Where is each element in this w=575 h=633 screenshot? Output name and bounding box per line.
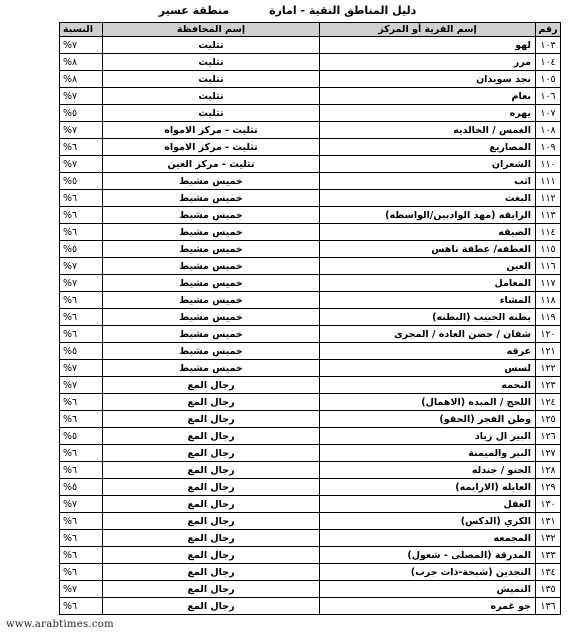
row-number-cell: ١٢٦	[536, 428, 561, 445]
village-name-cell: جو غمره	[320, 598, 536, 615]
percent-cell: %٥	[60, 479, 103, 496]
table-row	[60, 54, 561, 71]
village-name-cell: الرايقه (مهد الوادبين/الواسطه)	[320, 207, 536, 224]
row-number-cell: ١٣٣	[536, 547, 561, 564]
row-number-cell: ١١٠	[536, 156, 561, 173]
governorate-cell: خميس مشيط	[103, 207, 320, 224]
percent-cell: %٧	[60, 496, 103, 513]
governorate-cell: خميس مشيط	[103, 241, 320, 258]
percent-cell: %٦	[60, 326, 103, 343]
percent-cell: %٧	[60, 377, 103, 394]
row-number-cell: ١٠٤	[536, 54, 561, 71]
percent-cell: %٧	[60, 258, 103, 275]
row-number-cell: ١٢٢	[536, 360, 561, 377]
village-name-cell: لهو	[320, 37, 536, 54]
percent-cell: %٥	[60, 428, 103, 445]
table-row	[60, 207, 561, 224]
table-row	[60, 530, 561, 547]
governorate-cell: خميس مشيط	[103, 360, 320, 377]
percent-cell: %٧	[60, 156, 103, 173]
table-header-row	[60, 23, 561, 37]
governorate-cell: خميس مشيط	[103, 292, 320, 309]
governorate-cell: تثليث - مركز العين	[103, 156, 320, 173]
table-body	[60, 37, 561, 615]
row-number-cell: ١٣١	[536, 513, 561, 530]
row-number-cell: ١٠٧	[536, 105, 561, 122]
governorate-cell: تثليث - مركز الامواه	[103, 122, 320, 139]
percent-cell: %٦	[60, 190, 103, 207]
percent-cell: %٧	[60, 122, 103, 139]
village-name-cell: المشاء	[320, 292, 536, 309]
row-number-cell: ١١٤	[536, 224, 561, 241]
percent-cell: %٦	[60, 309, 103, 326]
row-number-cell: ١٢١	[536, 343, 561, 360]
village-name-cell: الضيقه	[320, 224, 536, 241]
table-row	[60, 411, 561, 428]
row-number-cell: ١٢٤	[536, 394, 561, 411]
governorate-cell: رجال المع	[103, 428, 320, 445]
percent-cell: %٧	[60, 275, 103, 292]
table-row	[60, 445, 561, 462]
governorate-cell: رجال المع	[103, 564, 320, 581]
percent-cell: %٦	[60, 530, 103, 547]
village-name-cell: النجدين (شبحة-ذات جرب)	[320, 564, 536, 581]
column-header-number: رقم	[536, 23, 561, 37]
governorate-cell: خميس مشيط	[103, 173, 320, 190]
village-name-cell: العابله (الارايمه)	[320, 479, 536, 496]
governorate-cell: تثليث	[103, 37, 320, 54]
village-name-cell: مرر	[320, 54, 536, 71]
table-row	[60, 156, 561, 173]
row-number-cell: ١١١	[536, 173, 561, 190]
village-name-cell: البير والميمنة	[320, 445, 536, 462]
governorate-cell: خميس مشيط	[103, 224, 320, 241]
percent-cell: %٥	[60, 343, 103, 360]
table-row	[60, 309, 561, 326]
governorate-cell: رجال المع	[103, 479, 320, 496]
village-name-cell: العطفه/ عطفة ناهس	[320, 241, 536, 258]
row-number-cell: ١٠٣	[536, 37, 561, 54]
row-number-cell: ١٢٠	[536, 326, 561, 343]
watermark: www.arabtimes.com	[6, 619, 114, 630]
governorate-cell: رجال المع	[103, 445, 320, 462]
table-row	[60, 513, 561, 530]
column-header-percent: النسبة	[60, 23, 103, 37]
village-name-cell: الغمس / الخالديه	[320, 122, 536, 139]
percent-cell: %٦	[60, 394, 103, 411]
row-number-cell: ١٣٠	[536, 496, 561, 513]
region-name: منطقة عسير	[158, 4, 230, 17]
governorate-cell: رجال المع	[103, 377, 320, 394]
village-name-cell: شفان / حضن العاده / المجرى	[320, 326, 536, 343]
governorate-cell: خميس مشيط	[103, 343, 320, 360]
governorate-cell: رجال المع	[103, 394, 320, 411]
document-title	[0, 4, 575, 20]
column-header-name: إسم القرية أو المركز	[320, 23, 536, 37]
row-number-cell: ١٠٩	[536, 139, 561, 156]
percent-cell: %٧	[60, 88, 103, 105]
governorate-cell: خميس مشيط	[103, 309, 320, 326]
table-row	[60, 241, 561, 258]
percent-cell: %٥	[60, 241, 103, 258]
village-name-cell: المجمعه	[320, 530, 536, 547]
table-row	[60, 547, 561, 564]
percent-cell: %٦	[60, 207, 103, 224]
village-name-cell: النحمه	[320, 377, 536, 394]
row-number-cell: ١١٩	[536, 309, 561, 326]
percent-cell: %٦	[60, 598, 103, 615]
governorate-cell: خميس مشيط	[103, 190, 320, 207]
table-row	[60, 292, 561, 309]
row-number-cell: ١٢٣	[536, 377, 561, 394]
table-row	[60, 598, 561, 615]
percent-cell: %٨	[60, 71, 103, 88]
village-name-cell: وطن الفجر (الحقو)	[320, 411, 536, 428]
table-row	[60, 88, 561, 105]
table-row	[60, 564, 561, 581]
village-name-cell: عرقه	[320, 343, 536, 360]
governorate-cell: خميس مشيط	[103, 275, 320, 292]
percent-cell: %٧	[60, 37, 103, 54]
village-name-cell: اثب	[320, 173, 536, 190]
governorate-cell: رجال المع	[103, 411, 320, 428]
row-number-cell: ١٣٦	[536, 598, 561, 615]
percent-cell: %٧	[60, 581, 103, 598]
row-number-cell: ١٢٨	[536, 462, 561, 479]
governorate-cell: خميس مشيط	[103, 258, 320, 275]
percent-cell: %٦	[60, 292, 103, 309]
table-row	[60, 190, 561, 207]
row-number-cell: ١٠٥	[536, 71, 561, 88]
percent-cell: %٦	[60, 462, 103, 479]
row-number-cell: ١٢٥	[536, 411, 561, 428]
village-name-cell: اللحج / المبده (الاهمال)	[320, 394, 536, 411]
village-name-cell: نعام	[320, 88, 536, 105]
table-row	[60, 258, 561, 275]
row-number-cell: ١١٣	[536, 207, 561, 224]
governorate-cell: رجال المع	[103, 581, 320, 598]
table-row	[60, 428, 561, 445]
row-number-cell: ١٣٢	[536, 530, 561, 547]
village-name-cell: الحنو / جندله	[320, 462, 536, 479]
governorate-cell: تثليث	[103, 88, 320, 105]
row-number-cell: ١٢٧	[536, 445, 561, 462]
row-number-cell: ١١٥	[536, 241, 561, 258]
village-name-cell: المعامل	[320, 275, 536, 292]
row-number-cell: ١١٦	[536, 258, 561, 275]
village-name-cell: المدرقة (المصلى - شعول)	[320, 547, 536, 564]
table-row	[60, 105, 561, 122]
column-header-governorate: إسم المحافظة	[103, 23, 320, 37]
percent-cell: %٥	[60, 173, 103, 190]
percent-cell: %٧	[60, 360, 103, 377]
village-name-cell: نجد سويدان	[320, 71, 536, 88]
percent-cell: %٦	[60, 139, 103, 156]
table-row	[60, 326, 561, 343]
village-name-cell: الكري (الدكس)	[320, 513, 536, 530]
percent-cell: %٦	[60, 224, 103, 241]
governorate-cell: خميس مشيط	[103, 326, 320, 343]
table-row	[60, 37, 561, 54]
governorate-cell: رجال المع	[103, 513, 320, 530]
table-row	[60, 377, 561, 394]
percent-cell: %٦	[60, 445, 103, 462]
village-name-cell: لسس	[320, 360, 536, 377]
table-row	[60, 496, 561, 513]
villages-table	[59, 22, 561, 615]
document-title-text: دليل المناطق النقية - امارة	[269, 4, 417, 17]
table-row	[60, 275, 561, 292]
table-row	[60, 394, 561, 411]
governorate-cell: رجال المع	[103, 530, 320, 547]
percent-cell: %٥	[60, 105, 103, 122]
village-name-cell: العقل	[320, 496, 536, 513]
village-name-cell: البير ال زياد	[320, 428, 536, 445]
row-number-cell: ١٠٨	[536, 122, 561, 139]
table-row	[60, 462, 561, 479]
row-number-cell: ١٠٦	[536, 88, 561, 105]
village-name-cell: البغث	[320, 190, 536, 207]
table-row	[60, 224, 561, 241]
village-name-cell: بطنه الحبيب (البطنه)	[320, 309, 536, 326]
governorate-cell: رجال المع	[103, 547, 320, 564]
table-row	[60, 139, 561, 156]
village-name-cell: النميش	[320, 581, 536, 598]
table-row	[60, 343, 561, 360]
percent-cell: %٦	[60, 564, 103, 581]
row-number-cell: ١١٢	[536, 190, 561, 207]
governorate-cell: رجال المع	[103, 496, 320, 513]
village-name-cell: يهره	[320, 105, 536, 122]
governorate-cell: تثليث - مركز الامواه	[103, 139, 320, 156]
table-row	[60, 581, 561, 598]
row-number-cell: ١١٧	[536, 275, 561, 292]
table-row	[60, 122, 561, 139]
row-number-cell: ١٣٥	[536, 581, 561, 598]
percent-cell: %٦	[60, 547, 103, 564]
governorate-cell: رجال المع	[103, 598, 320, 615]
governorate-cell: تثليث	[103, 105, 320, 122]
village-name-cell: الشعران	[320, 156, 536, 173]
governorate-cell: رجال المع	[103, 462, 320, 479]
table-row	[60, 173, 561, 190]
governorate-cell: تثليث	[103, 54, 320, 71]
row-number-cell: ١٢٩	[536, 479, 561, 496]
row-number-cell: ١١٨	[536, 292, 561, 309]
table-row	[60, 71, 561, 88]
village-name-cell: العين	[320, 258, 536, 275]
percent-cell: %٦	[60, 513, 103, 530]
table-row	[60, 479, 561, 496]
table-row	[60, 360, 561, 377]
governorate-cell: تثليث	[103, 71, 320, 88]
percent-cell: %٨	[60, 54, 103, 71]
percent-cell: %٦	[60, 411, 103, 428]
row-number-cell: ١٣٤	[536, 564, 561, 581]
village-name-cell: المصاريع	[320, 139, 536, 156]
